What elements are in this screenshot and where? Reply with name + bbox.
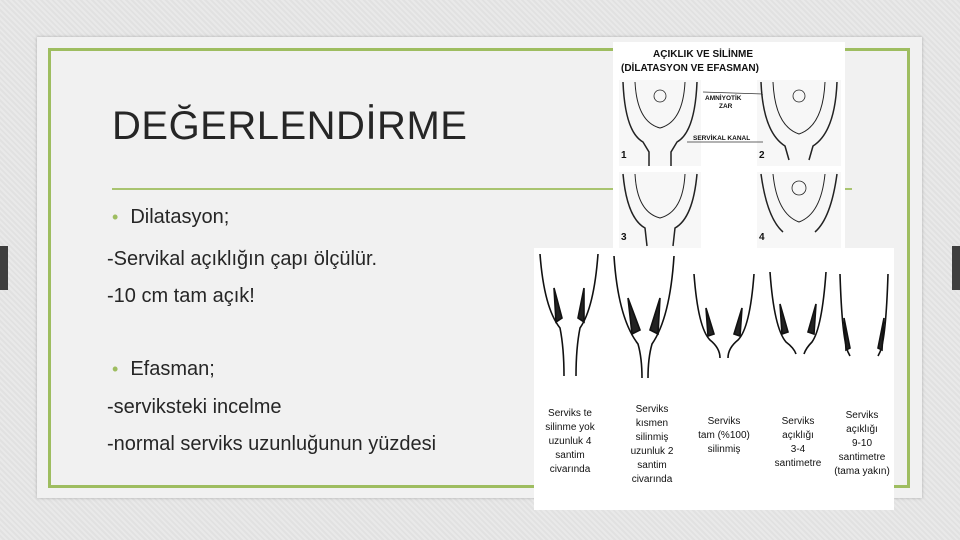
svg-text:silinme yok: silinme yok <box>545 422 595 433</box>
svg-text:Serviks: Serviks <box>845 410 879 421</box>
panel-number-1: 1 <box>621 150 627 161</box>
bullet-icon: • <box>112 359 119 379</box>
svg-text:Serviks: Serviks <box>781 416 815 427</box>
cervix-stage-2 <box>614 256 674 378</box>
caption-stage-4 <box>775 416 822 469</box>
panel-number-2: 2 <box>759 150 765 161</box>
bullet-efasman <box>112 358 215 381</box>
svg-text:silinmiş: silinmiş <box>707 444 741 455</box>
label-cervical-canal: SERVİKAL KANAL <box>693 135 751 142</box>
svg-text:uzunluk 2: uzunluk 2 <box>630 446 674 457</box>
svg-text:3-4: 3-4 <box>790 444 806 455</box>
cervix-stage-1 <box>540 254 598 376</box>
caption-stage-2 <box>631 404 674 485</box>
caption-stage-5 <box>834 410 890 477</box>
svg-text:silinmiş: silinmiş <box>635 432 669 443</box>
cervix-panel-3 <box>619 172 701 248</box>
svg-text:(tama yakın): (tama yakın) <box>834 466 890 477</box>
svg-text:kısmen: kısmen <box>635 418 669 429</box>
label-amniotic-2: ZAR <box>719 103 733 110</box>
cervix-panel-4 <box>757 172 841 248</box>
svg-text:tam (%100): tam (%100) <box>698 430 750 441</box>
svg-text:santimetre: santimetre <box>774 458 822 469</box>
panel-number-4: 4 <box>759 232 765 243</box>
svg-text:civarında: civarında <box>549 464 591 475</box>
svg-text:Serviks: Serviks <box>635 404 669 415</box>
svg-text:9-10: 9-10 <box>851 438 873 449</box>
cervix-stages-figure <box>534 248 894 510</box>
caption-stage-3 <box>698 416 750 455</box>
right-edge-tab <box>952 246 960 290</box>
svg-text:santimetre: santimetre <box>838 452 886 463</box>
cervix-panel-1 <box>619 80 701 166</box>
dilatation-effacement-figure <box>613 42 845 250</box>
svg-text:civarında: civarında <box>631 474 673 485</box>
svg-text:uzunluk 4: uzunluk 4 <box>548 436 592 447</box>
text-line-4: -normal serviks uzunluğunun yüzdesi <box>107 433 437 455</box>
caption-stage-1 <box>545 408 595 475</box>
text-line-1: -Servikal açıklığın çapı ölçülür. <box>107 248 378 270</box>
cervix-stage-5 <box>840 274 888 356</box>
figure-heading-2: (DİLATASYON VE EFASMAN) <box>621 63 759 74</box>
left-edge-tab <box>0 246 8 290</box>
cervix-panel-2 <box>757 80 841 166</box>
text-line-2: -10 cm tam açık! <box>107 285 255 307</box>
svg-text:açıklığı: açıklığı <box>782 430 814 441</box>
text-line-3: -serviksteki incelme <box>107 396 282 418</box>
svg-text:Serviks: Serviks <box>707 416 741 427</box>
svg-text:Serviks te: Serviks te <box>548 408 592 419</box>
figure-heading-1: AÇIKLIK VE SİLİNME <box>653 49 754 60</box>
bullet-dilatasyon <box>112 206 229 229</box>
bullet-icon: • <box>112 207 119 227</box>
cervix-stage-3 <box>694 274 754 358</box>
svg-text:santim: santim <box>637 460 667 471</box>
slide-title: DEĞERLENDİRME <box>112 104 468 148</box>
bullet-text: Dilatasyon; <box>130 206 230 228</box>
label-amniotic: AMNİYOTİK <box>705 95 742 102</box>
svg-text:santim: santim <box>555 450 585 461</box>
panel-number-3: 3 <box>621 232 627 243</box>
cervix-stage-4 <box>770 272 826 354</box>
svg-text:açıklığı: açıklığı <box>846 424 878 435</box>
bullet-text: Efasman; <box>130 358 215 380</box>
